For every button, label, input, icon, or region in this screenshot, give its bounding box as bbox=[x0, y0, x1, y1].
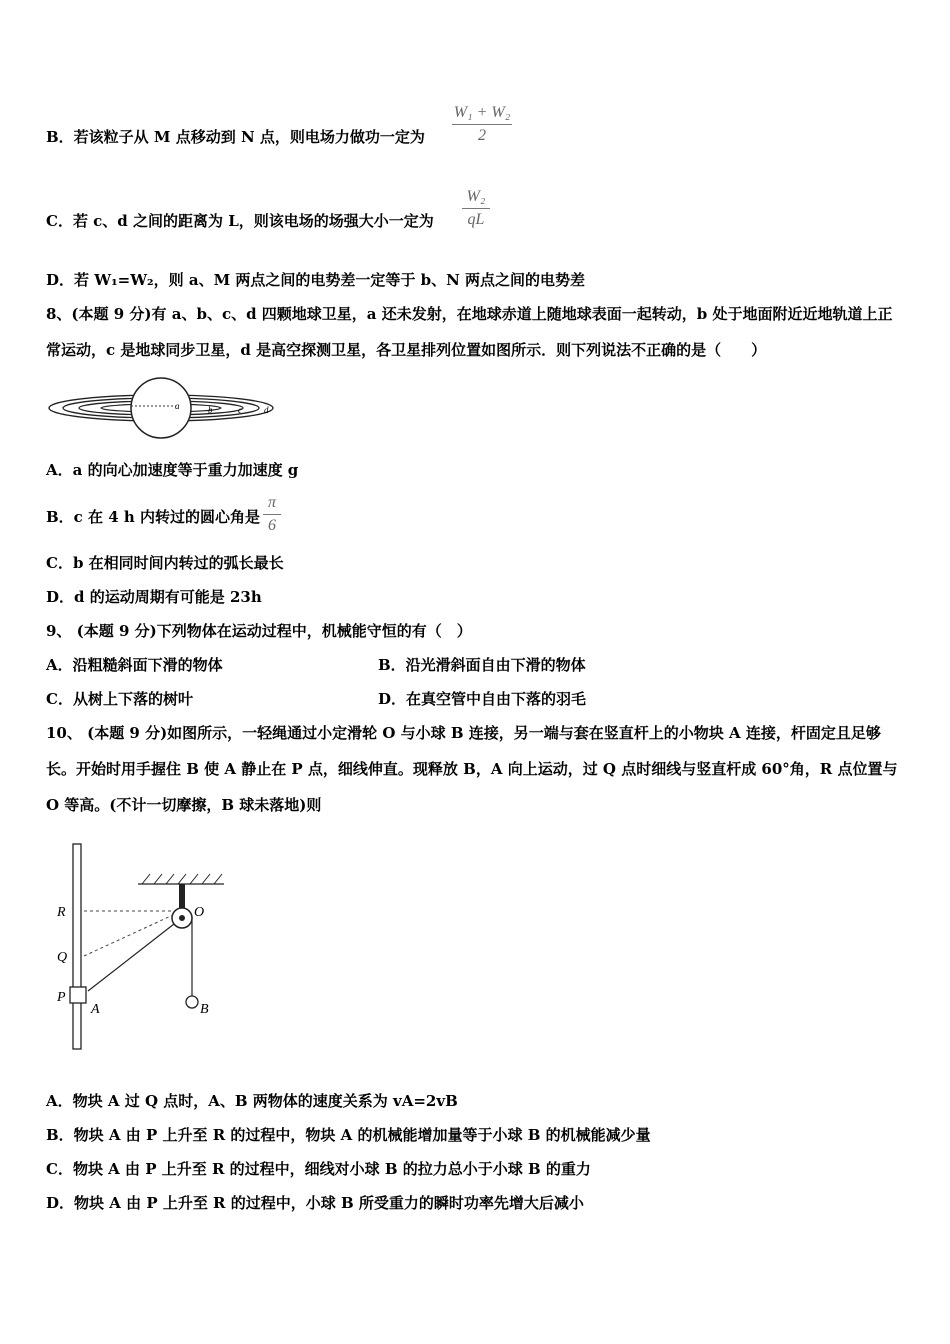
q10-stem: 10、 (本题 9 分)如图所示，一轻绳通过小定滑轮 O 与小球 B 连接，另一端与套在竖直杆上的小物块 A 连接，杆固定且足够长。开始时用手握住 B 使 A 静止在 P 点，细线伸直。现释放 B，A 向上运动，过 Q 点时细线与竖直杆成 60°角，R 点位置与 O 等高。(不计一切摩擦，B 球未落地)则 bbox=[46, 724, 898, 814]
fraction-denominator: 6 bbox=[268, 517, 276, 534]
fraction-denominator: qL bbox=[467, 211, 485, 228]
fraction-bar bbox=[452, 124, 512, 125]
fraction-bar bbox=[263, 514, 281, 515]
fraction-denominator: 2 bbox=[478, 127, 486, 144]
q8-option-b: B．c 在 4 h 内转过的圆心角是 bbox=[46, 508, 261, 526]
q8-option-c: C．b 在相同时间内转过的弧长最长 bbox=[46, 554, 284, 572]
satellite-label-b: b bbox=[208, 405, 213, 415]
fraction-bar bbox=[462, 208, 490, 209]
satellite-label-c: c bbox=[238, 405, 242, 415]
pulley-figure bbox=[46, 838, 246, 1056]
q9-option-d: D．在真空管中自由下落的羽毛 bbox=[378, 690, 587, 708]
point-label-b: B bbox=[200, 1002, 209, 1017]
q7-option-b: B．若该粒子从 M 点移动到 N 点，则电场力做功一定为 bbox=[46, 128, 425, 146]
q9-option-c: C．从树上下落的树叶 bbox=[46, 690, 193, 708]
q7-option-b-fraction bbox=[452, 103, 512, 146]
q7-option-c: C．若 c、d 之间的距离为 L，则该电场的场强大小一定为 bbox=[46, 212, 434, 230]
q10-option-a: A．物块 A 过 Q 点时，A、B 两物体的速度关系为 vA=2vB bbox=[46, 1092, 458, 1110]
q7-option-c-fraction bbox=[462, 187, 490, 230]
point-label-p: P bbox=[57, 990, 66, 1005]
q8-stem: 8、(本题 9 分)有 a、b、c、d 四颗地球卫星，a 还未发射，在地球赤道上随地球表面一起转动，b 处于地面附近近地轨道上正常运动，c 是地球同步卫星，d 是高空探测卫星，各卫星排列位置如图所示．则下列说法不正确的是（ ） bbox=[46, 305, 893, 359]
satellite-label-d: d bbox=[264, 405, 269, 415]
q9-stem: 9、 (本题 9 分)下列物体在运动过程中，机械能守恒的有（ ） bbox=[46, 622, 472, 640]
point-label-r: R bbox=[57, 905, 66, 920]
satellite-orbit-figure bbox=[46, 375, 286, 441]
q7-option-d: D．若 W₁=W₂，则 a、M 两点之间的电势差一定等于 b、N 两点之间的电势差 bbox=[46, 271, 586, 289]
point-label-a: A bbox=[91, 1002, 100, 1017]
fraction-numerator: W₁ + W₂ bbox=[453, 104, 511, 121]
fraction-numerator: π bbox=[267, 494, 276, 511]
q10-option-c: C．物块 A 由 P 上升至 R 的过程中，细线对小球 B 的拉力总小于小球 B 的重力 bbox=[46, 1160, 591, 1178]
q8-option-d: D．d 的运动周期有可能是 23h bbox=[46, 588, 262, 606]
q10-option-b: B．物块 A 由 P 上升至 R 的过程中，物块 A 的机械能增加量等于小球 B 的机械能减少量 bbox=[46, 1126, 651, 1144]
q9-option-b: B．沿光滑斜面自由下滑的物体 bbox=[378, 656, 586, 674]
point-label-q: Q bbox=[57, 950, 68, 965]
fraction-numerator: W₂ bbox=[466, 188, 486, 205]
q10-option-d: D．物块 A 由 P 上升至 R 的过程中，小球 B 所受重力的瞬时功率先增大后减小 bbox=[46, 1194, 584, 1212]
point-label-o: O bbox=[194, 905, 205, 920]
q8-option-b-fraction bbox=[263, 493, 281, 536]
q9-option-a: A．沿粗糙斜面下滑的物体 bbox=[46, 656, 223, 674]
q8-option-a: A．a 的向心加速度等于重力加速度 g bbox=[46, 461, 299, 479]
satellite-label-a: a bbox=[175, 401, 180, 411]
